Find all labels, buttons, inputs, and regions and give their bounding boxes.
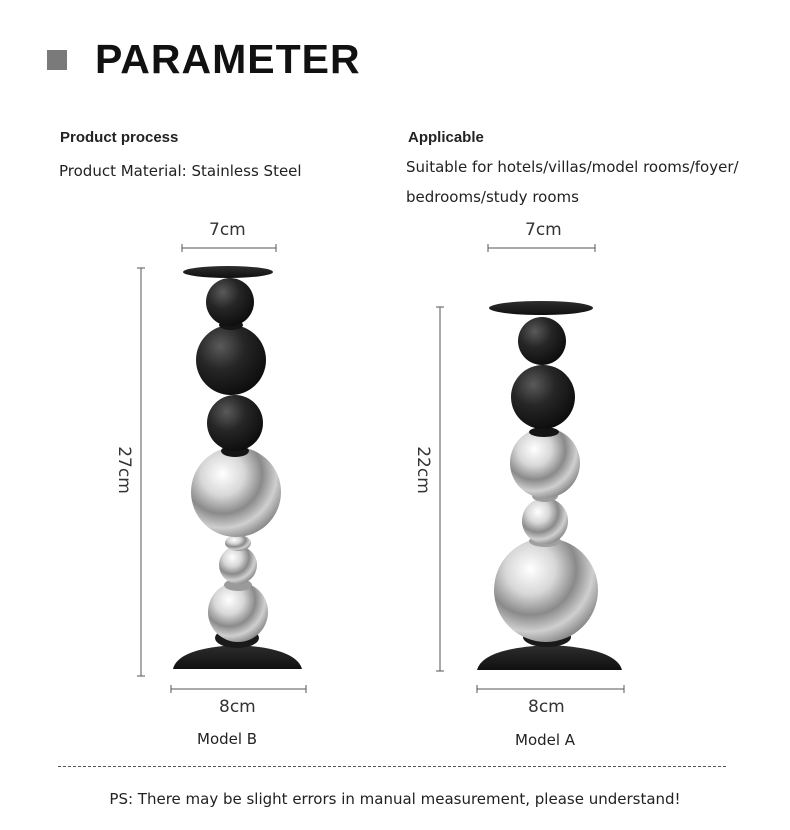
model-b-top-width-label: 7cm: [209, 220, 246, 240]
model-b-label: Model B: [197, 730, 258, 748]
model-a-candle-holder: [477, 301, 622, 670]
model-b-height-label: 27cm: [113, 446, 134, 494]
dashed-divider: [58, 766, 726, 767]
model-a-height-label: 22cm: [412, 446, 433, 494]
model-a-base-width-label: 8cm: [528, 697, 565, 717]
footer-note: PS: There may be slight errors in manual measurement, please understand!: [109, 790, 681, 808]
applicable-line-2: bedrooms/study rooms: [406, 188, 579, 206]
product-material-text: Product Material: Stainless Steel: [59, 162, 302, 180]
applicable-heading: Applicable: [408, 129, 484, 146]
model-b-candle-holder: [173, 266, 302, 669]
model-a-top-width-label: 7cm: [525, 220, 562, 240]
applicable-line-1: Suitable for hotels/villas/model rooms/foyer/: [406, 158, 739, 176]
product-process-heading: Product process: [60, 129, 179, 146]
page-title: PARAMETER: [95, 36, 361, 82]
model-b-base-width-label: 8cm: [219, 697, 256, 717]
model-a-label: Model A: [515, 731, 576, 749]
